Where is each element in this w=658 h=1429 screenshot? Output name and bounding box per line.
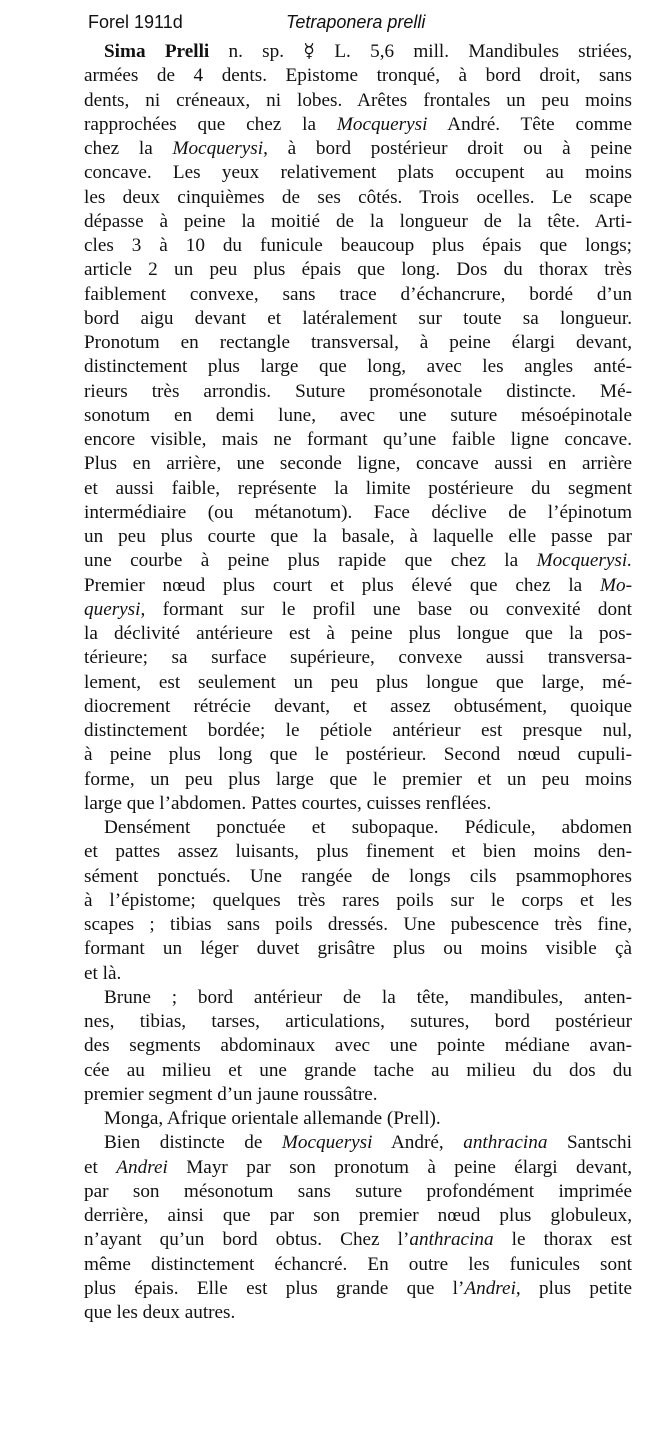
text-line: armées de 4 dents. Epistome tronqué, à bord droit, sans (84, 65, 632, 87)
text-line: Brune ; bord antérieur de la tête, mandibules, anten- (104, 986, 632, 1008)
text-line: Densément ponctuée et subopaque. Pédicule, abdomen (104, 817, 632, 838)
italic-taxon: Mo- (600, 574, 632, 596)
text-line: et pattes assez luisants, plus finement et bien moins den- (84, 841, 632, 863)
italic-taxon: Andrei (464, 1277, 516, 1299)
text-line: et aussi faible, représente la limite postérieure du segment (84, 477, 632, 499)
text-line: que les deux autres. (84, 1302, 236, 1323)
italic-taxon: anthracina (463, 1132, 548, 1154)
text-line: la déclivité antérieure est à peine plus longue que la pos- (84, 623, 632, 644)
text-line: et là. (84, 962, 122, 984)
text-line: n’ayant qu’un bord obtus. Chez l’anthracina le thorax est (84, 1229, 632, 1251)
text-line: térieure; sa surface supérieure, convexe aussi transversa- (84, 647, 632, 669)
text-line: des segments abdominaux avec une pointe médiane avan- (84, 1035, 632, 1057)
text-line: chez la Mocquerysi, à bord postérieur droit ou à peine (84, 138, 632, 159)
text-line: forme, un peu plus large que le premier et un peu moins (84, 768, 632, 790)
species-name: Sima Prelli (104, 41, 210, 62)
citation-reference: Forel 1911d (88, 12, 183, 32)
text-line: diocrement rétrécie devant, et assez obtusément, quoique (84, 695, 632, 717)
text-line: concave. Les yeux relativement plats occupent au moins (84, 162, 632, 184)
italic-taxon: anthracina (409, 1229, 494, 1251)
text-line: Premier nœud plus court et plus élevé que chez la Mo- (84, 574, 632, 596)
text-line: et Andrei Mayr par son pronotum à peine élargi devant, (84, 1156, 632, 1178)
text-line: à l’épistome; quelques très rares poils sur le corps et les (84, 889, 632, 911)
text-line: plus épais. Elle est plus grande que l’Andrei, plus petite (84, 1277, 632, 1299)
paragraph-color (84, 986, 632, 1107)
italic-taxon: Andrei (116, 1156, 168, 1178)
text-line: même distinctement échancré. En outre les funicules sont (84, 1253, 632, 1275)
text-line: un peu plus courte que la basale, à laquelle elle passe par (84, 526, 632, 547)
paragraph-comparison (84, 1131, 632, 1325)
text-line: par son mésonotum sans suture profondément imprimée (84, 1180, 632, 1202)
text-line: Bien distincte de Mocquerysi André, anthracina Santschi (104, 1132, 632, 1154)
italic-taxon: Mocquerysi (281, 1132, 373, 1154)
text-line: une courbe à peine plus rapide que chez la Mocquerysi. (84, 550, 632, 572)
text-line: formant un léger duvet grisâtre plus ou moins visible çà (84, 938, 632, 960)
page-header (0, 0, 658, 40)
text-line: distinctement plus large que long, avec les angles anté- (84, 356, 632, 378)
text-line: rapprochées que chez la Mocquerysi André. Tête comme (84, 113, 632, 135)
text-line: sonotum en demi lune, avec une suture mésoépinotale (84, 404, 632, 426)
text-line: article 2 un peu plus épais que long. Dos du thorax très (84, 259, 632, 281)
text-line: cée au milieu et une grande tache au milieu du dos du (84, 1059, 632, 1081)
text-line: dents, ni créneaux, ni lobes. Arêtes frontales un peu moins (84, 89, 632, 111)
italic-taxon: Mocquerysi (336, 113, 428, 135)
text-line: Sima Prelli n. sp. ☿ L. 5,6 mill. Mandibules striées, (104, 41, 633, 62)
text-line: large que l’abdomen. Pattes courtes, cuisses renflées. (84, 792, 492, 814)
text-line: faiblement convexe, sans trace d’échancrure, bordé d’un (84, 283, 632, 305)
text-line: les deux cinquièmes de ses côtés. Trois ocelles. Le scape (84, 186, 632, 208)
text-line: encore visible, mais ne formant qu’une faible ligne concave. (84, 429, 632, 450)
text-line: sément ponctués. Une rangée de longs cils psammophores (84, 865, 632, 887)
document-body (84, 40, 632, 1325)
text-line: rieurs très arrondis. Suture promésonotale distincte. Mé- (84, 380, 632, 402)
species-title: Tetraponera prelli (286, 12, 426, 32)
paragraph-description (84, 40, 632, 816)
text-line: bord aigu devant et latéralement sur toute sa longueur. (84, 307, 632, 329)
text-line: cles 3 à 10 du funicule beaucoup plus épais que longs; (84, 235, 632, 256)
text-line: intermédiaire (ou métanotum). Face déclive de l’épinotum (84, 501, 632, 523)
italic-taxon: querysi (84, 598, 141, 620)
text-line: scapes ; tibias sans poils dressés. Une pubescence très fine, (84, 914, 632, 935)
text-line: derrière, ainsi que par son premier nœud plus globuleux, (84, 1205, 632, 1226)
italic-taxon: Mocquerysi. (536, 550, 632, 572)
italic-taxon: Mocquerysi (172, 138, 264, 159)
text-line: Plus en arrière, une seconde ligne, concave aussi en arrière (84, 453, 632, 475)
text-line: Pronotum en rectangle transversal, à peine élargi devant, (84, 332, 632, 353)
paragraph-locality (84, 1107, 632, 1131)
text-line: à peine plus long que le postérieur. Second nœud cupuli- (84, 744, 632, 766)
text-line: dépasse à peine la moitié de la longueur de la tête. Arti- (84, 210, 632, 232)
text-line: querysi, formant sur le profil une base ou convexité dont (84, 598, 632, 620)
text-line: distinctement bordée; le pétiole antérieur est presque nul, (84, 720, 632, 741)
paragraph-sculpture (84, 816, 632, 986)
text-line: nes, tibias, tarses, articulations, sutures, bord postérieur (84, 1011, 632, 1032)
text-line: premier segment d’un jaune roussâtre. (84, 1083, 378, 1105)
text-line: Monga, Afrique orientale allemande (Prell). (104, 1108, 441, 1129)
text-line: lement, est seulement un peu plus longue que large, mé- (84, 671, 632, 693)
